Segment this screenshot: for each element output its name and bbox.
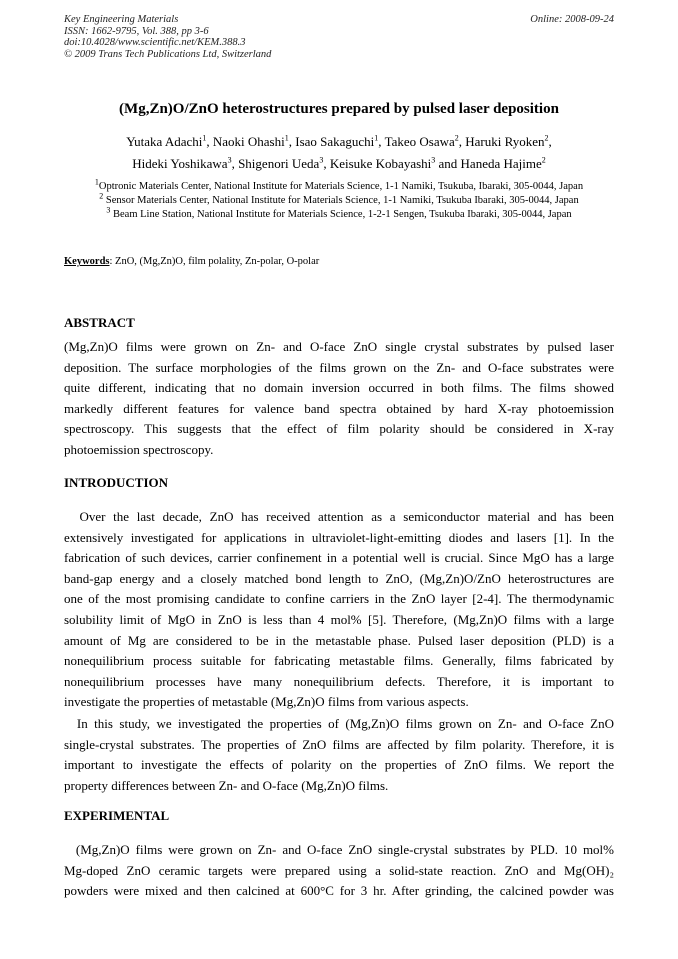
affiliation-marker: 2 [544,133,549,143]
author-name: Hideki Yoshikawa [132,156,228,171]
author-name: Isao Sakaguchi [295,134,375,149]
affiliation-marker: 3 [431,155,436,165]
affiliation-marker: 2 [454,133,459,143]
copyright: © 2009 Trans Tech Publications Ltd, Switzerland [64,48,272,60]
affiliation-marker: 3 [227,155,232,165]
affiliation-marker: 1 [284,133,289,143]
text-line: amount of Mg are considered to be in the metastable phase. Pulsed laser deposition (PLD) is a [64,632,614,648]
author-separator: , [206,134,213,149]
author-separator: , [378,134,385,149]
experimental-body [64,840,614,902]
keywords-label: Keywords [64,256,110,267]
author-name: Keisuke Kobayashi [329,156,432,171]
text-line: Over the last decade, ZnO has received attention as a semiconductor material and has been [64,509,614,524]
affiliation-number: 3 [106,205,111,215]
text-line: extensively investigated for applications in ultraviolet-light-emitting diodes and lasers [1]. In the [64,529,614,545]
text-line: solubility limit of MgO in ZnO is less than 4 mol% [5]. Therefore, (Mg,Zn)O films with a large [64,611,614,627]
text-line: single-crystal substrates. The properties of ZnO films are affected by film polarity. Therefore, it is [64,736,614,752]
author-separator: , [548,134,552,149]
author-name: Haruki Ryoken [465,134,545,149]
text-line: (Mg,Zn)O films were grown on Zn- and O-face ZnO single-crystal substrates by PLD. 10 mol% [64,842,614,857]
keywords-text: : ZnO, (Mg,Zn)O, film polality, Zn-polar, O-polar [109,256,320,267]
affiliation-marker: 1 [202,133,207,143]
authors [0,131,678,175]
text-line: band-gap energy and a closely matched bond length to ZnO, (Mg,Zn)O/ZnO heterostructures are [64,570,614,586]
author-separator: , [458,134,466,149]
text-line: markedly different features for valence band spectra obtained by hard X-ray photoemission [64,400,614,416]
authors-line-2 [0,153,678,175]
author-name: Yutaka Adachi [126,134,203,149]
text-line: nonequilibrium processes have many nonequilibrium defects. Therefore, it is important to [64,673,614,689]
text-line: nonequilibrium process suitable for fabricating metastable films. Generally, films fabricated by [64,653,614,669]
text-line: fabrication of such devices, carrier confinement in a potential well is crucial. Since MgO has a large [64,550,614,566]
author-separator: and [435,156,461,171]
introduction-paragraph-1 [64,507,614,713]
online-date: Online: 2008-09-24 [530,14,614,25]
paper-title: (Mg,Zn)O/ZnO heterostructures prepared by pulsed laser deposition [119,101,559,117]
authors-line-1 [0,131,678,153]
issn: ISSN: 1662-9795, Vol. 388, pp 3-6 [64,25,209,37]
affiliation-marker: 2 [541,155,546,165]
author-name: Haneda Hajime [460,156,542,171]
text-line: powders were mixed and then calcined at 600°C for 3 hr. After grinding, the calcined powder was [64,883,614,899]
affiliation-text: Sensor Materials Center, National Institute for Materials Science, 1-1 Namiki, Tsukuba Ibaraki, 305-0044, Japan [103,195,579,206]
affiliation-marker: 3 [319,155,324,165]
text-line: Mg-doped ZnO ceramic targets were prepared using a solid-state reaction. ZnO and Mg(OH)₂ [64,862,614,878]
author-separator: , [288,134,296,149]
author-separator: , [323,156,330,171]
introduction-heading: INTRODUCTION [64,475,169,490]
affiliations [0,177,678,222]
affiliation [0,205,678,222]
journal-header [64,14,271,60]
author-name: Takeo Osawa [384,134,455,149]
text-line: investigate the properties of metastable (Mg,Zn)O films from various aspects. [64,694,469,710]
text-line: deposition. The surface morphologies of the films grown on the Zn- and O-face substrates were [64,359,614,375]
affiliation-number: 1 [94,177,99,187]
author-name: Naoki Ohashi [212,134,285,149]
author-separator: , [231,156,239,171]
affiliation-number: 2 [99,191,104,201]
abstract-body [64,337,614,461]
text-line: photoemission spectroscopy. [64,441,214,457]
affiliation-marker: 1 [374,133,379,143]
affiliation-text: Beam Line Station, National Institute for Materials Science, 1-2-1 Sengen, Tsukuba Ibaraki, 305-0044, Japan [110,209,572,220]
keywords [64,256,319,267]
text-line: quite different, indicating that no domain inversion occurred in both films. The films showed [64,380,614,396]
text-line: In this study, we investigated the properties of (Mg,Zn)O films grown on Zn- and O-face ZnO [64,716,614,731]
text-line: property differences between Zn- and O-face (Mg,Zn)O films. [64,777,389,793]
affiliation-text: Optronic Materials Center, National Institute for Materials Science, 1-1 Namiki, Tsukuba, Ibaraki, 305-0044, Japan [98,181,584,192]
text-line: (Mg,Zn)O films were grown on Zn- and O-face ZnO single crystal substrates by pulsed laser [64,339,614,354]
author-name: Shigenori Ueda [238,156,320,171]
journal-name: Key Engineering Materials [64,14,179,25]
text-line: important to investigate the effects of polarity on the properties of ZnO films. We report the [64,757,614,773]
experimental-heading: EXPERIMENTAL [64,808,170,823]
affiliation [0,191,678,208]
introduction-paragraph-2 [64,714,614,796]
abstract-heading: ABSTRACT [64,315,135,330]
text-line: spectroscopy. This suggests that the effect of film polarity should be considered in X-ray [64,421,614,437]
doi: doi:10.4028/www.scientific.net/KEM.388.3 [64,37,246,49]
text-line: one of the most promising candidate to confine carriers in the ZnO layer [2-4]. The thermodynamic [64,591,614,607]
